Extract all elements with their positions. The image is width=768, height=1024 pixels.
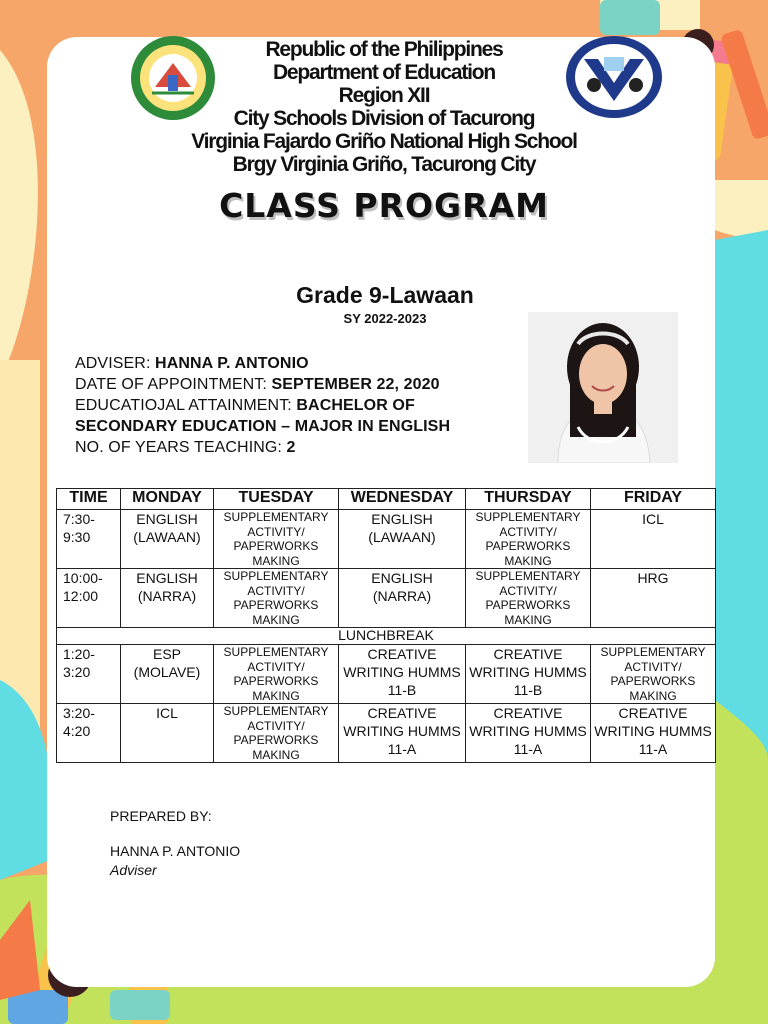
header-republic: Republic of the Philippines — [265, 38, 503, 61]
time-cell: 1:20-3:20 — [57, 645, 121, 704]
table-row — [57, 510, 716, 569]
table-row — [57, 704, 716, 763]
schedule-cell: ICL — [121, 704, 214, 763]
adviser-label: ADVISER: — [75, 355, 151, 372]
schedule-cell: CREATIVE WRITING HUMMS 11-A — [591, 704, 716, 763]
education-line — [75, 395, 515, 437]
appointment-date: SEPTEMBER 22, 2020 — [271, 376, 440, 393]
schedule-cell: SUPPLEMENTARY ACTIVITY/ PAPERWORKS MAKING — [466, 510, 591, 569]
document-header — [150, 38, 618, 176]
schedule-cell: HRG — [591, 569, 716, 628]
adviser-photo — [528, 312, 678, 463]
header-school: Virginia Fajardo Griño National High School — [191, 130, 577, 153]
lunch-row — [57, 628, 716, 645]
table-row — [57, 569, 716, 628]
preparer-name: HANNA P. ANTONIO — [110, 843, 241, 859]
schedule-cell: ENGLISH (LAWAAN) — [339, 510, 466, 569]
schedule-cell: CREATIVE WRITING HUMMS 11-A — [466, 704, 591, 763]
header-division: City Schools Division of Tacurong — [233, 107, 535, 130]
column-header-time: TIME — [57, 489, 121, 510]
header-address: Brgy Virginia Griño, Tacurong City — [232, 153, 536, 176]
lunchbreak-cell: LUNCHBREAK — [57, 628, 716, 645]
adviser-name: HANNA P. ANTONIO — [155, 355, 309, 372]
time-cell: 10:00-12:00 — [57, 569, 121, 628]
adviser-info — [75, 353, 515, 458]
schedule-cell: ESP (MOLAVE) — [121, 645, 214, 704]
column-header-thursday: THURSDAY — [466, 489, 591, 510]
table-row — [57, 645, 716, 704]
appointment-label: DATE OF APPOINTMENT: — [75, 376, 267, 393]
time-cell: 3:20-4:20 — [57, 704, 121, 763]
adviser-line — [75, 353, 515, 374]
table-header-row — [57, 489, 716, 510]
schedule-cell: ICL — [591, 510, 716, 569]
schedule-cell: SUPPLEMENTARY ACTIVITY/ PAPERWORKS MAKING — [214, 645, 339, 704]
column-header-monday: MONDAY — [121, 489, 214, 510]
years-value: 2 — [286, 439, 296, 456]
schedule-cell: ENGLISH (NARRA) — [121, 569, 214, 628]
schedule-cell: SUPPLEMENTARY ACTIVITY/ PAPERWORKS MAKING — [591, 645, 716, 704]
header-department: Department of Education — [272, 61, 496, 84]
column-header-wednesday: WEDNESDAY — [339, 489, 466, 510]
years-line — [75, 437, 515, 458]
preparer-role: Adviser — [110, 862, 157, 878]
appointment-line — [75, 374, 515, 395]
schedule-cell: CREATIVE WRITING HUMMS 11-B — [339, 645, 466, 704]
grade-section: Grade 9-Lawaan — [296, 282, 474, 308]
time-cell: 7:30-9:30 — [57, 510, 121, 569]
prepared-by-label: PREPARED BY: — [110, 808, 212, 824]
header-region: Region XII — [338, 84, 430, 107]
schedule-cell: SUPPLEMENTARY ACTIVITY/ PAPERWORKS MAKING — [466, 569, 591, 628]
page-title: CLASS PROGRAM — [219, 186, 549, 225]
column-header-friday: FRIDAY — [591, 489, 716, 510]
column-header-tuesday: TUESDAY — [214, 489, 339, 510]
schedule-cell: ENGLISH (NARRA) — [339, 569, 466, 628]
class-schedule-table — [56, 488, 716, 763]
education-label: EDUCATIOJAL ATTAINMENT: — [75, 397, 292, 414]
school-year: SY 2022-2023 — [343, 311, 427, 326]
schedule-cell: CREATIVE WRITING HUMMS 11-A — [339, 704, 466, 763]
schedule-cell: ENGLISH (LAWAAN) — [121, 510, 214, 569]
adviser-portrait — [528, 312, 678, 463]
schedule-cell: SUPPLEMENTARY ACTIVITY/ PAPERWORKS MAKING — [214, 510, 339, 569]
schedule-cell: SUPPLEMENTARY ACTIVITY/ PAPERWORKS MAKING — [214, 569, 339, 628]
education-value: BACHELOR OF SECONDARY EDUCATION – MAJOR IN ENGLISH — [75, 397, 451, 435]
years-label: NO. OF YEARS TEACHING: — [75, 439, 282, 456]
schedule-cell: SUPPLEMENTARY ACTIVITY/ PAPERWORKS MAKING — [214, 704, 339, 763]
schedule-cell: CREATIVE WRITING HUMMS 11-B — [466, 645, 591, 704]
